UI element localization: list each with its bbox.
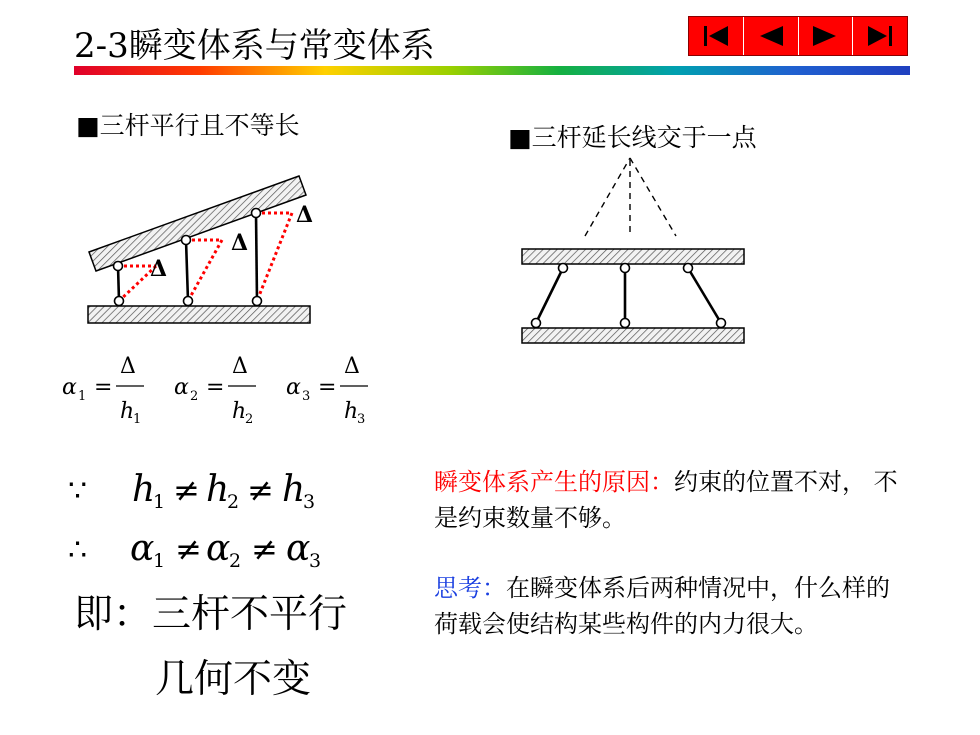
formula-3 <box>286 354 368 427</box>
svg-text:≠: ≠ <box>173 471 200 509</box>
svg-text:=: = <box>206 375 225 400</box>
svg-text:h: h <box>132 469 156 510</box>
svg-text:≠: ≠ <box>247 471 274 509</box>
svg-text:2: 2 <box>229 550 242 572</box>
ground-beam <box>88 306 310 323</box>
delta-label-3: Δ <box>296 202 314 228</box>
svg-text:h: h <box>206 469 230 510</box>
svg-text:=: = <box>318 375 337 400</box>
svg-text:1: 1 <box>78 389 87 404</box>
svg-text:3: 3 <box>302 389 311 404</box>
svg-text:Δ: Δ <box>344 354 360 379</box>
think-paragraph <box>434 570 904 642</box>
reason-label: 瞬变体系产生的原因： <box>434 468 674 496</box>
svg-text:3: 3 <box>357 412 366 427</box>
svg-text:2: 2 <box>190 389 199 404</box>
svg-text:α: α <box>286 375 301 400</box>
svg-text:h: h <box>232 399 247 424</box>
inclined-beam <box>89 176 306 271</box>
svg-text:Δ: Δ <box>232 354 248 379</box>
svg-text:α: α <box>174 375 189 400</box>
conclusion-line-1: 即：三杆不平行 <box>74 592 348 637</box>
svg-text:h: h <box>282 469 306 510</box>
svg-text:2: 2 <box>245 412 254 427</box>
svg-text:2: 2 <box>227 491 240 513</box>
extension-lines <box>585 158 676 236</box>
reason-paragraph <box>434 464 904 536</box>
svg-text:≠: ≠ <box>175 530 202 568</box>
formula-1 <box>62 354 144 427</box>
svg-text:α: α <box>286 528 311 569</box>
lower-beam <box>522 328 744 343</box>
svg-text:α: α <box>62 375 77 400</box>
svg-text:Δ: Δ <box>120 354 136 379</box>
svg-text:h: h <box>120 399 135 424</box>
conclusion-line-2: 几何不变 <box>155 657 312 702</box>
svg-text:3: 3 <box>309 550 322 572</box>
formula-2 <box>174 354 256 427</box>
svg-text:=: = <box>94 375 113 400</box>
delta-label-1: Δ <box>150 256 168 282</box>
svg-text:∴: ∴ <box>68 533 88 568</box>
angle-formulas <box>62 354 368 427</box>
bars <box>536 268 721 323</box>
page-title: 2-3瞬变体系与常变体系 <box>74 26 435 66</box>
upper-beam <box>522 249 744 264</box>
therefore-line <box>68 528 321 572</box>
left-heading: ■三杆平行且不等长 <box>76 111 300 140</box>
think-text: 在瞬变体系后两种情况中，什么样的荷载会使结构某些构件的内力很大。 <box>434 574 890 638</box>
svg-text:∵: ∵ <box>68 474 88 509</box>
svg-text:1: 1 <box>153 550 166 572</box>
reason-text: 约束的位置不对， 不是约束数量不够。 <box>434 468 898 532</box>
svg-text:α: α <box>206 528 231 569</box>
svg-text:α: α <box>130 528 155 569</box>
inequalities <box>68 469 321 572</box>
svg-text:h: h <box>344 399 359 424</box>
think-label: 思考： <box>434 574 506 602</box>
svg-text:1: 1 <box>153 491 166 513</box>
svg-text:≠: ≠ <box>251 530 278 568</box>
concurrent-bars-diagram <box>522 158 744 343</box>
delta-label-2: Δ <box>231 230 249 256</box>
because-line <box>68 469 315 513</box>
svg-text:3: 3 <box>303 491 316 513</box>
right-heading: ■三杆延长线交于一点 <box>508 123 757 152</box>
svg-text:1: 1 <box>133 412 142 427</box>
parallel-bars-diagram <box>88 176 313 323</box>
